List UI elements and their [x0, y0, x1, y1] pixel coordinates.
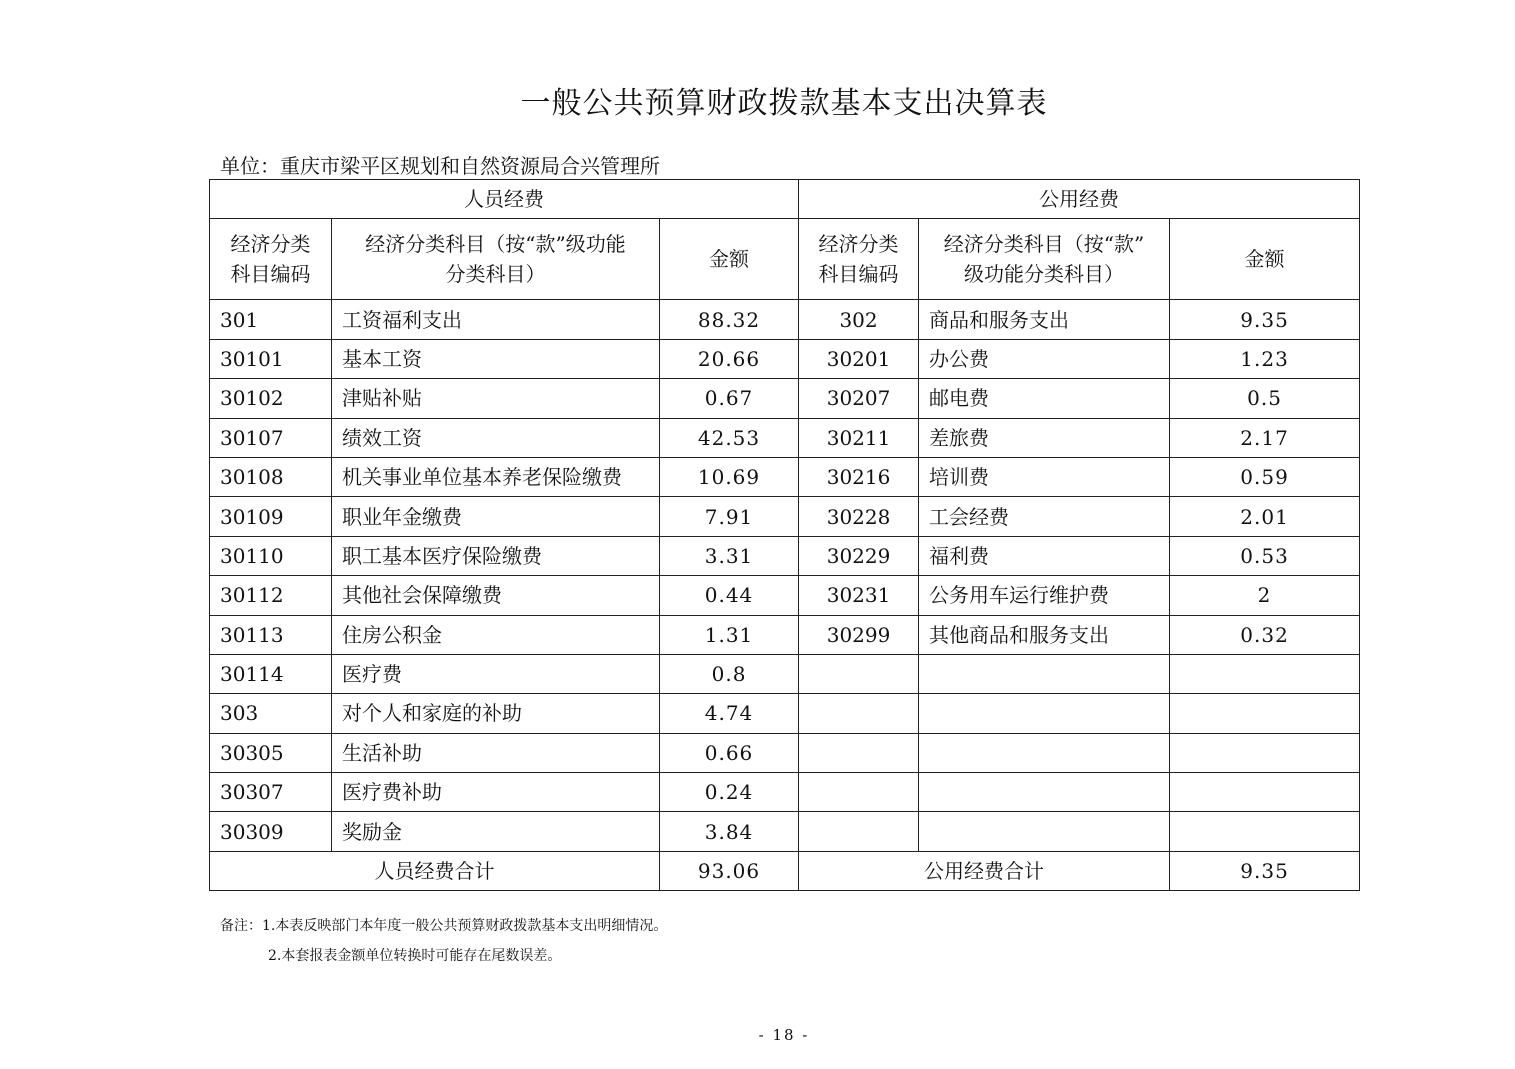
table-row: [210, 615, 1360, 654]
public-amount: 2.17: [1170, 418, 1360, 457]
personnel-code: 30114: [210, 654, 332, 693]
table-row: [210, 379, 1360, 418]
public-name: [919, 773, 1170, 812]
public-name: 工会经费: [919, 497, 1170, 536]
public-code: 30228: [799, 497, 919, 536]
public-amount: [1170, 773, 1360, 812]
public-amount: [1170, 654, 1360, 693]
personnel-code: 30112: [210, 576, 332, 615]
personnel-name: 医疗费: [332, 654, 660, 693]
personnel-name: 基本工资: [332, 339, 660, 378]
public-name: 邮电费: [919, 379, 1170, 418]
col-personnel-code: [210, 219, 332, 300]
public-amount: 2.01: [1170, 497, 1360, 536]
personnel-code: 30110: [210, 536, 332, 575]
col-code-line1: 经济分类: [818, 232, 899, 257]
col-personnel-name: [332, 219, 660, 300]
col-public-name: [919, 219, 1170, 300]
public-code: 30211: [799, 418, 919, 457]
public-name: [919, 812, 1170, 851]
table-row: [210, 418, 1360, 457]
personnel-total-value: 93.06: [660, 851, 799, 890]
public-code: 30216: [799, 457, 919, 496]
col-code-line1: 经济分类: [230, 232, 311, 257]
budget-table: [209, 179, 1360, 891]
note-2: 2.本套报表金额单位转换时可能存在尾数误差。: [268, 948, 562, 964]
section-header-row: [210, 180, 1360, 219]
public-amount: 0.53: [1170, 536, 1360, 575]
table-row: [210, 536, 1360, 575]
personnel-name: 绩效工资: [332, 418, 660, 457]
public-amount: 0.5: [1170, 379, 1360, 418]
personnel-code: 30109: [210, 497, 332, 536]
public-code: [799, 733, 919, 772]
personnel-amount: 3.31: [660, 536, 799, 575]
personnel-amount: 10.69: [660, 457, 799, 496]
public-name: [919, 694, 1170, 733]
personnel-name: 机关事业单位基本养老保险缴费: [332, 457, 660, 496]
personnel-amount: 0.67: [660, 379, 799, 418]
personnel-name: 津贴补贴: [332, 379, 660, 418]
personnel-code: 301: [210, 300, 332, 339]
public-code: 30299: [799, 615, 919, 654]
personnel-amount: 0.24: [660, 773, 799, 812]
public-name: 差旅费: [919, 418, 1170, 457]
table-row: [210, 497, 1360, 536]
col-public-amount: 金额: [1170, 219, 1360, 300]
personnel-code: 30108: [210, 457, 332, 496]
personnel-name: 对个人和家庭的补助: [332, 694, 660, 733]
public-name: 商品和服务支出: [919, 300, 1170, 339]
totals-row: [210, 851, 1360, 890]
public-code: [799, 694, 919, 733]
column-header-row: [210, 219, 1360, 300]
public-amount: 9.35: [1170, 300, 1360, 339]
unit-label: 单位：重庆市梁平区规划和自然资源局合兴管理所: [220, 154, 660, 178]
personnel-name: 职业年金缴费: [332, 497, 660, 536]
personnel-code: 30307: [210, 773, 332, 812]
public-name: 办公费: [919, 339, 1170, 378]
public-amount: 0.32: [1170, 615, 1360, 654]
public-code: 30229: [799, 536, 919, 575]
col-public-code: [799, 219, 919, 300]
public-code: [799, 654, 919, 693]
personnel-code: 30101: [210, 339, 332, 378]
col-personnel-amount: 金额: [660, 219, 799, 300]
public-total-label: 公用经费合计: [799, 851, 1170, 890]
public-amount: 0.59: [1170, 457, 1360, 496]
public-name: [919, 654, 1170, 693]
personnel-code: 30107: [210, 418, 332, 457]
public-code: [799, 812, 919, 851]
personnel-name: 工资福利支出: [332, 300, 660, 339]
public-name: 其他商品和服务支出: [919, 615, 1170, 654]
table-row: [210, 812, 1360, 851]
table-row: [210, 339, 1360, 378]
personnel-amount: 0.44: [660, 576, 799, 615]
public-total-value: 9.35: [1170, 851, 1360, 890]
col-code-line2: 科目编码: [818, 262, 899, 287]
personnel-name: 生活补助: [332, 733, 660, 772]
col-name-line2: 分类科目）: [445, 262, 546, 287]
personnel-amount: 0.66: [660, 733, 799, 772]
public-amount: [1170, 733, 1360, 772]
table-row: [210, 733, 1360, 772]
public-name: 公务用车运行维护费: [919, 576, 1170, 615]
page-title: 一般公共预算财政拨款基本支出决算表: [520, 86, 1048, 122]
personnel-amount: 1.31: [660, 615, 799, 654]
table-row: [210, 300, 1360, 339]
public-amount: [1170, 812, 1360, 851]
table-row: [210, 457, 1360, 496]
personnel-code: 30305: [210, 733, 332, 772]
personnel-amount: 3.84: [660, 812, 799, 851]
table-row: [210, 576, 1360, 615]
personnel-amount: 4.74: [660, 694, 799, 733]
personnel-amount: 0.8: [660, 654, 799, 693]
col-name-line1: 经济分类科目（按“款”级功能: [365, 232, 626, 257]
note-1: 备注：1.本表反映部门本年度一般公共预算财政拨款基本支出明细情况。: [220, 918, 668, 934]
table-row: [210, 654, 1360, 693]
personnel-amount: 88.32: [660, 300, 799, 339]
public-code: 30201: [799, 339, 919, 378]
public-amount: [1170, 694, 1360, 733]
personnel-name: 医疗费补助: [332, 773, 660, 812]
personnel-amount: 20.66: [660, 339, 799, 378]
public-code: 302: [799, 300, 919, 339]
public-code: 30231: [799, 576, 919, 615]
personnel-amount: 7.91: [660, 497, 799, 536]
personnel-code: 30113: [210, 615, 332, 654]
public-name: 培训费: [919, 457, 1170, 496]
public-name: 福利费: [919, 536, 1170, 575]
personnel-amount: 42.53: [660, 418, 799, 457]
public-amount: 1.23: [1170, 339, 1360, 378]
personnel-name: 住房公积金: [332, 615, 660, 654]
page-number: - 18 -: [758, 1026, 810, 1044]
section-public: 公用经费: [799, 180, 1360, 219]
table-row: [210, 694, 1360, 733]
public-code: [799, 773, 919, 812]
col-name-line2: 级功能分类科目）: [964, 262, 1125, 287]
col-code-line2: 科目编码: [230, 262, 311, 287]
public-name: [919, 733, 1170, 772]
personnel-total-label: 人员经费合计: [210, 851, 660, 890]
personnel-code: 30309: [210, 812, 332, 851]
personnel-name: 其他社会保障缴费: [332, 576, 660, 615]
personnel-code: 303: [210, 694, 332, 733]
personnel-code: 30102: [210, 379, 332, 418]
public-code: 30207: [799, 379, 919, 418]
table-row: [210, 773, 1360, 812]
personnel-name: 奖励金: [332, 812, 660, 851]
section-personnel: 人员经费: [210, 180, 799, 219]
public-amount: 2: [1170, 576, 1360, 615]
personnel-name: 职工基本医疗保险缴费: [332, 536, 660, 575]
col-name-line1: 经济分类科目（按“款”: [943, 232, 1145, 257]
